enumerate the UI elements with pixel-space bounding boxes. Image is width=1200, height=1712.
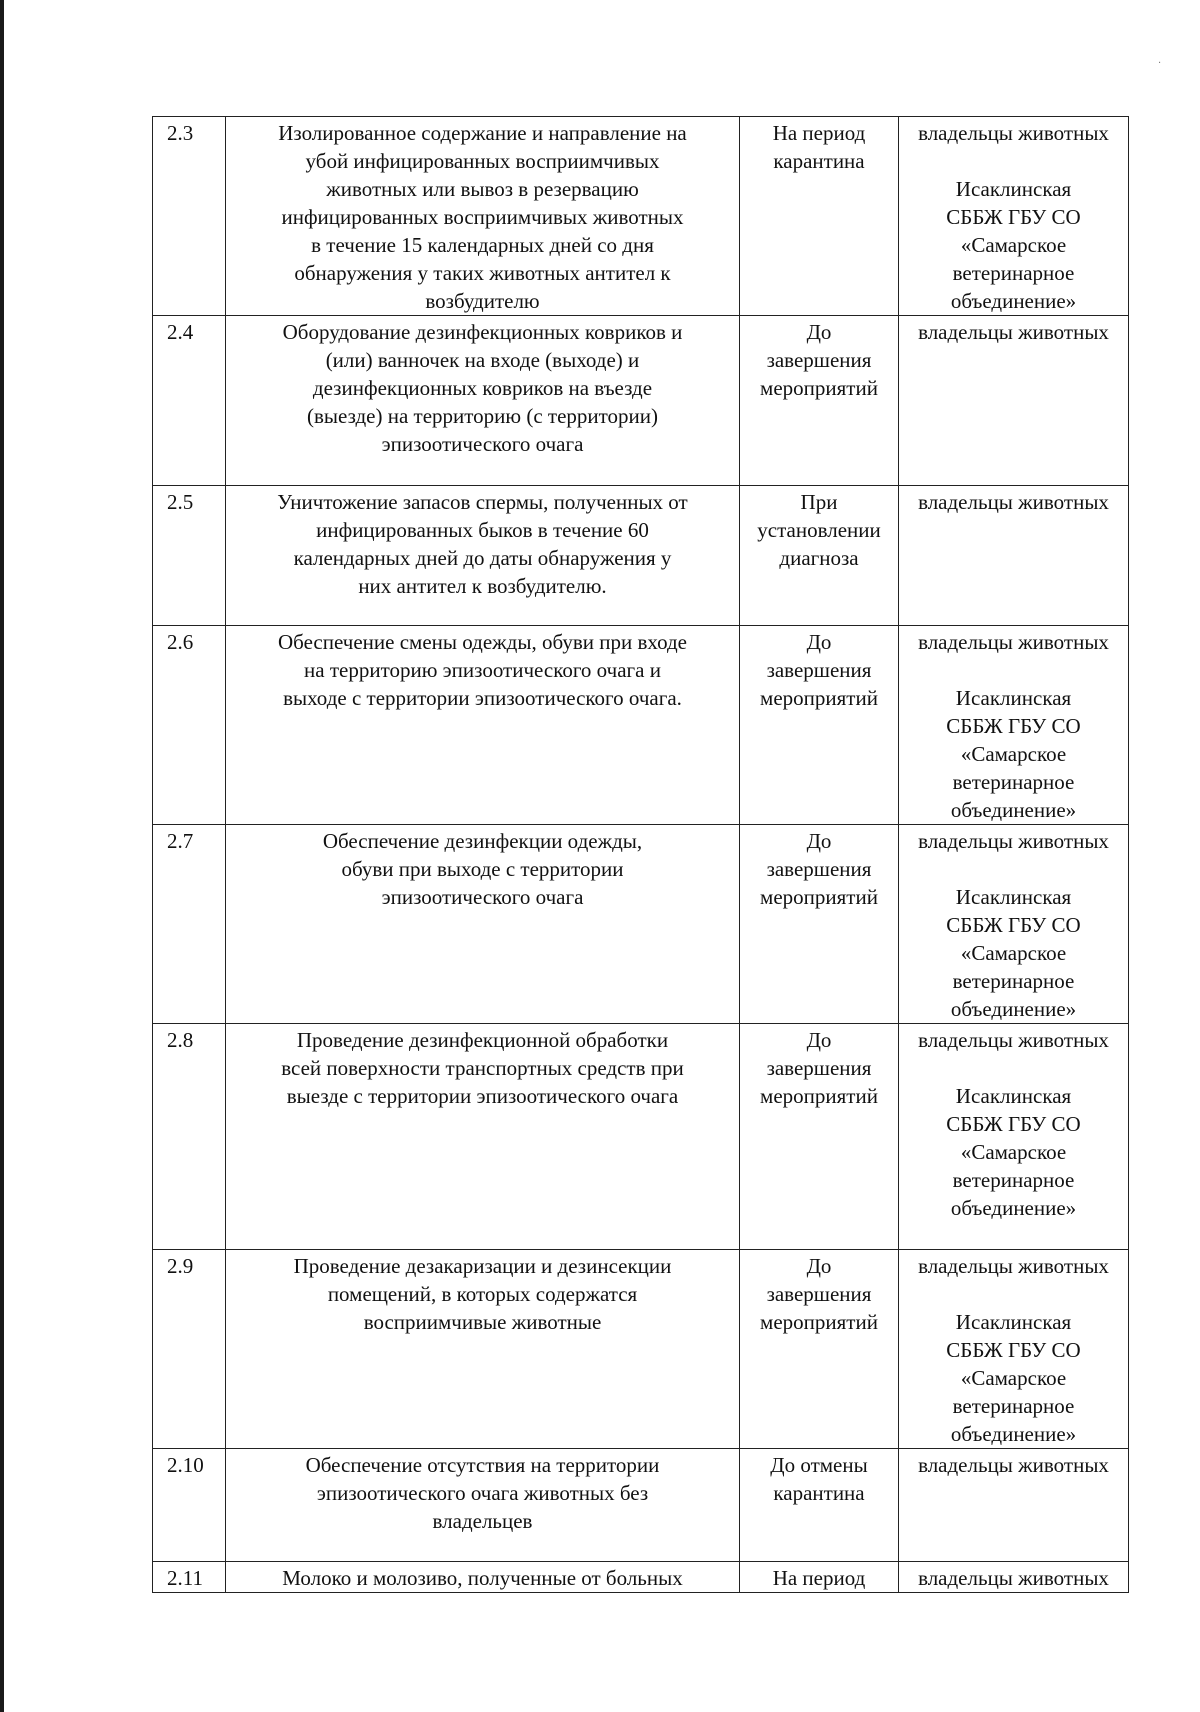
- row-number: [153, 825, 226, 1024]
- row-number: [153, 1449, 226, 1562]
- responsible-org-text: СББЖ ГБУ СО: [946, 1112, 1081, 1136]
- row-number: [153, 626, 226, 825]
- responsible-owner-text: владельцы животных: [918, 121, 1109, 145]
- term-cell: [740, 626, 899, 825]
- responsible-owner-text: владельцы животных: [918, 1453, 1109, 1477]
- term-text: диагноза: [779, 546, 859, 570]
- responsible-org-text: Исаклинская: [955, 686, 1072, 710]
- row-number-text: 2.9: [167, 1254, 194, 1278]
- term-text: мероприятий: [760, 376, 878, 400]
- responsible-org-text: «Самарское: [960, 1140, 1067, 1164]
- term-cell: [740, 1250, 899, 1449]
- measure-cell: [226, 825, 740, 1024]
- term-cell: [740, 1449, 899, 1562]
- responsible-org-text: Исаклинская: [955, 1310, 1072, 1334]
- responsible-org-text: СББЖ ГБУ СО: [946, 913, 1081, 937]
- measure-text: Обеспечение отсутствия на территории: [305, 1453, 660, 1477]
- measure-cell: [226, 486, 740, 626]
- term-text: установлении: [757, 518, 881, 542]
- term-text: завершения: [766, 658, 872, 682]
- responsible-org-text: «Самарское: [960, 1366, 1067, 1390]
- responsible-org-text: ветеринарное: [952, 969, 1075, 993]
- term-cell: [740, 1562, 899, 1593]
- responsible-org-text: Исаклинская: [955, 177, 1072, 201]
- responsible-owner-text: владельцы животных: [918, 630, 1109, 654]
- measure-cell: [226, 1449, 740, 1562]
- measure-text: Уничтожение запасов спермы, полученных от: [277, 490, 688, 514]
- row-number-text: 2.8: [167, 1028, 194, 1052]
- measure-text: календарных дней до даты обнаружения у: [293, 546, 672, 570]
- row-number-text: 2.6: [167, 630, 194, 654]
- row-number: [153, 1024, 226, 1250]
- measure-text: в течение 15 календарных дней со дня: [311, 233, 654, 257]
- term-text: завершения: [766, 857, 872, 881]
- responsible-org-text: Исаклинская: [955, 1084, 1072, 1108]
- scan-speck: ·: [1158, 58, 1162, 69]
- responsible-org-text: объединение»: [950, 798, 1077, 822]
- measure-text: (или) ванночек на входе (выходе) и: [325, 348, 640, 372]
- measure-text: Обеспечение дезинфекции одежды,: [322, 829, 643, 853]
- row-number: [153, 117, 226, 316]
- responsible-cell: [899, 316, 1129, 486]
- table-row: [153, 1449, 1129, 1562]
- measure-text: эпизоотического очага: [381, 885, 584, 909]
- row-number-text: 2.11: [167, 1566, 203, 1590]
- responsible-owner-text: владельцы животных: [918, 1566, 1109, 1590]
- term-text: На период: [772, 1566, 866, 1590]
- measure-text: инфицированных восприимчивых животных: [281, 205, 684, 229]
- term-text: мероприятий: [760, 1310, 878, 1334]
- term-text: завершения: [766, 348, 872, 372]
- term-text: карантина: [773, 149, 865, 173]
- term-text: завершения: [766, 1056, 872, 1080]
- measures-table: [152, 116, 1129, 1593]
- scan-left-edge: [0, 0, 4, 1712]
- row-number: [153, 316, 226, 486]
- term-text: До: [806, 630, 832, 654]
- responsible-cell: [899, 626, 1129, 825]
- measure-text: убой инфицированных восприимчивых: [305, 149, 660, 173]
- term-text: До отмены: [770, 1453, 868, 1477]
- cell-spacer: [905, 1054, 1122, 1082]
- responsible-org-text: «Самарское: [960, 233, 1067, 257]
- responsible-org-text: СББЖ ГБУ СО: [946, 714, 1081, 738]
- term-text: До: [806, 1254, 832, 1278]
- responsible-org-text: объединение»: [950, 1196, 1077, 1220]
- table-row: [153, 1562, 1129, 1593]
- term-text: До: [806, 320, 832, 344]
- measure-cell: [226, 1024, 740, 1250]
- measure-text: (выезде) на территорию (с территории): [306, 404, 659, 428]
- table-row: [153, 1024, 1129, 1250]
- measure-text: Проведение дезинфекционной обработки: [296, 1028, 669, 1052]
- term-text: На период: [772, 121, 866, 145]
- measure-text: на территорию эпизоотического очага и: [304, 658, 661, 682]
- term-text: карантина: [773, 1481, 865, 1505]
- term-text: мероприятий: [760, 686, 878, 710]
- responsible-owner-text: владельцы животных: [918, 1028, 1109, 1052]
- row-number: [153, 486, 226, 626]
- cell-spacer: [905, 656, 1122, 684]
- measure-text: эпизоотического очага: [381, 432, 584, 456]
- responsible-cell: [899, 1250, 1129, 1449]
- cell-spacer: [905, 855, 1122, 883]
- responsible-owner-text: владельцы животных: [918, 829, 1109, 853]
- responsible-cell: [899, 486, 1129, 626]
- responsible-owner-text: владельцы животных: [918, 1254, 1109, 1278]
- row-number-text: 2.10: [167, 1453, 204, 1477]
- term-text: При: [800, 490, 838, 514]
- responsible-org-text: объединение»: [950, 1422, 1077, 1446]
- term-text: До: [806, 1028, 832, 1052]
- measure-cell: [226, 1250, 740, 1449]
- responsible-org-text: ветеринарное: [952, 261, 1075, 285]
- responsible-org-text: СББЖ ГБУ СО: [946, 205, 1081, 229]
- responsible-org-text: объединение»: [950, 997, 1077, 1021]
- measure-cell: [226, 316, 740, 486]
- measure-text: выходе с территории эпизоотического очага.: [283, 686, 682, 710]
- responsible-org-text: ветеринарное: [952, 1394, 1075, 1418]
- responsible-org-text: объединение»: [950, 289, 1077, 313]
- row-number: [153, 1250, 226, 1449]
- table-row: [153, 1250, 1129, 1449]
- term-cell: [740, 486, 899, 626]
- responsible-owner-text: владельцы животных: [918, 490, 1109, 514]
- cell-spacer: [905, 1280, 1122, 1308]
- term-cell: [740, 825, 899, 1024]
- measure-text: животных или вывоз в резервацию: [326, 177, 639, 201]
- measures-table-body: [153, 117, 1129, 1593]
- row-number: [153, 1562, 226, 1593]
- responsible-org-text: Исаклинская: [955, 885, 1072, 909]
- measure-text: Молоко и молозиво, полученные от больных: [282, 1566, 683, 1590]
- measure-text: возбудителю: [425, 289, 540, 313]
- term-cell: [740, 117, 899, 316]
- responsible-org-text: СББЖ ГБУ СО: [946, 1338, 1081, 1362]
- responsible-org-text: ветеринарное: [952, 770, 1075, 794]
- row-number-text: 2.4: [167, 320, 194, 344]
- measure-text: Обеспечение смены одежды, обуви при входе: [278, 630, 687, 654]
- measure-text: обуви при выходе с территории: [341, 857, 624, 881]
- table-row: [153, 117, 1129, 316]
- measure-text: обнаружения у таких животных антител к: [294, 261, 671, 285]
- responsible-org-text: ветеринарное: [952, 1168, 1075, 1192]
- measure-cell: [226, 626, 740, 825]
- measure-text: помещений, в которых содержатся: [327, 1282, 638, 1306]
- table-row: [153, 486, 1129, 626]
- measure-text: дезинфекционных ковриков на въезде: [312, 376, 653, 400]
- measure-text: эпизоотического очага животных без: [316, 1481, 649, 1505]
- measure-text: владельцев: [432, 1509, 533, 1533]
- responsible-org-text: «Самарское: [960, 742, 1067, 766]
- row-number-text: 2.7: [167, 829, 194, 853]
- measure-text: Изолированное содержание и направление на: [278, 121, 687, 145]
- row-number-text: 2.5: [167, 490, 194, 514]
- measure-text: всей поверхности транспортных средств при: [281, 1056, 684, 1080]
- table-row: [153, 316, 1129, 486]
- measure-cell: [226, 1562, 740, 1593]
- term-text: мероприятий: [760, 885, 878, 909]
- measure-text: восприимчивые животные: [363, 1310, 602, 1334]
- term-text: мероприятий: [760, 1084, 878, 1108]
- measure-cell: [226, 117, 740, 316]
- term-text: завершения: [766, 1282, 872, 1306]
- responsible-owner-text: владельцы животных: [918, 320, 1109, 344]
- table-row: [153, 825, 1129, 1024]
- measure-text: Оборудование дезинфекционных ковриков и: [282, 320, 683, 344]
- measure-text: выезде с территории эпизоотического очага: [286, 1084, 679, 1108]
- measure-text: них антител к возбудителю.: [358, 574, 607, 598]
- measure-text: инфицированных быков в течение 60: [316, 518, 649, 542]
- responsible-cell: [899, 1449, 1129, 1562]
- table-row: [153, 626, 1129, 825]
- term-text: До: [806, 829, 832, 853]
- row-number-text: 2.3: [167, 121, 194, 145]
- responsible-cell: [899, 1562, 1129, 1593]
- responsible-cell: [899, 117, 1129, 316]
- cell-spacer: [905, 147, 1122, 175]
- responsible-org-text: «Самарское: [960, 941, 1067, 965]
- measure-text: Проведение дезакаризации и дезинсекции: [293, 1254, 672, 1278]
- responsible-cell: [899, 1024, 1129, 1250]
- term-cell: [740, 1024, 899, 1250]
- responsible-cell: [899, 825, 1129, 1024]
- term-cell: [740, 316, 899, 486]
